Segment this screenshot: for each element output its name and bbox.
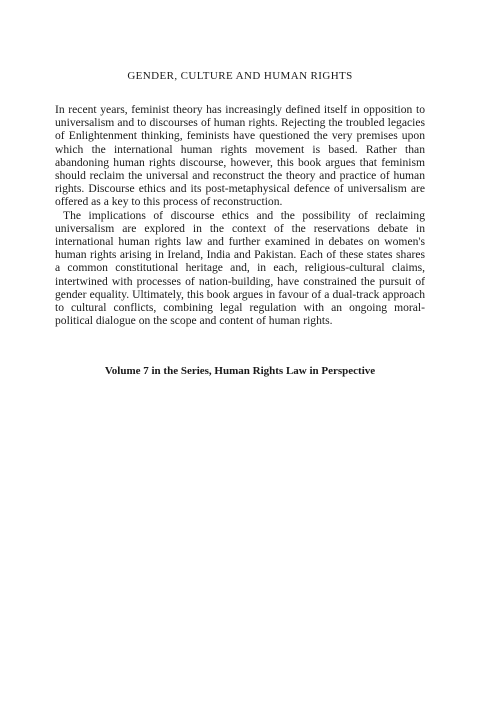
series-note: Volume 7 in the Series, Human Rights Law in Perspective	[104, 365, 376, 377]
page-heading: GENDER, CULTURE AND HUMAN RIGHTS	[127, 70, 353, 82]
blurb-paragraph-1: In recent years, feminist theory has increasingly defined itself in opposition to universalism and to discourses of human rights. Rejecting the troubled legacies of Enlightenment thinking, feminists have questioned the very premises upon which the international human rights movement is based. Rather than abandoning human rights discourse, however, this book argues that feminism should reclaim the universal and reconstruct the theory and practice of human rights. Discourse ethics and its post-metaphysical defence of universalism are offered as a key to this process of reconstruction.	[55, 103, 425, 209]
blurb-body	[55, 103, 425, 327]
blurb-paragraph-2: The implications of discourse ethics and the possibility of reclaiming universalism are explored in the context of the reservations debate in international human rights law and further examined in debates on women's human rights arising in Ireland, India and Pakistan. Each of these states shares a common constitutional heritage and, in each, religious-cultural claims, intertwined with processes of nation-building, have constrained the pursuit of gender equality. Ultimately, this book argues in favour of a dual-track approach to cultural conflicts, combining legal regulation with an ongoing moral-political dialogue on the scope and content of human rights.	[55, 208, 425, 328]
